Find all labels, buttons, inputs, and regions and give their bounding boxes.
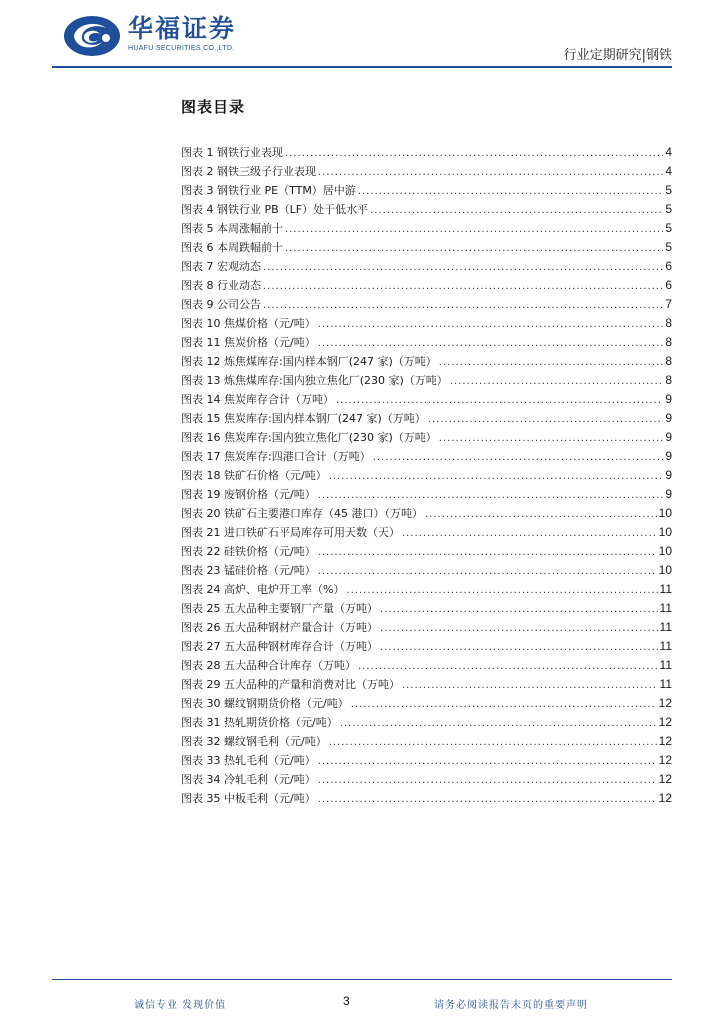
toc-entry[interactable] <box>181 143 672 162</box>
toc-entry[interactable] <box>181 675 672 694</box>
toc-entry[interactable] <box>181 694 672 713</box>
toc-leader-dots <box>373 448 664 467</box>
toc-entry-label: 图表 7 宏观动态 <box>181 260 261 273</box>
toc-entry-label: 图表 33 热轧毛利（元/吨） <box>181 754 316 767</box>
toc-leader-dots <box>370 201 663 220</box>
toc-entry[interactable] <box>181 219 672 238</box>
toc-entry[interactable] <box>181 789 672 808</box>
toc-entry-page: 12 <box>658 753 672 767</box>
toc-leader-dots <box>318 543 657 562</box>
toc-entry-page: 11 <box>659 658 672 672</box>
toc-leader-dots <box>380 600 658 619</box>
toc-entry-page: 11 <box>659 639 672 653</box>
toc-entry-page: 9 <box>665 449 672 463</box>
toc-entry[interactable] <box>181 561 672 580</box>
toc-entry-page: 11 <box>659 582 672 596</box>
toc-entry-label: 图表 16 焦炭库存:国内独立焦化厂(230 家)（万吨） <box>181 431 437 444</box>
toc-entry[interactable] <box>181 295 672 314</box>
toc-entry-page: 9 <box>665 392 672 406</box>
toc-entry-page: 6 <box>665 278 672 292</box>
toc-leader-dots <box>329 467 664 486</box>
toc-entry-page: 8 <box>665 373 672 387</box>
toc-leader-dots <box>329 733 657 752</box>
toc-leader-dots <box>439 353 664 372</box>
footer-divider <box>52 979 672 980</box>
toc-entry-page: 10 <box>658 563 672 577</box>
toc-entry-label: 图表 2 钢铁三级子行业表现 <box>181 165 316 178</box>
toc-entry-label: 图表 27 五大品种钢材库存合计（万吨） <box>181 640 378 653</box>
toc-heading: 图表目录 <box>181 98 246 116</box>
toc-entry[interactable] <box>181 599 672 618</box>
toc-entry[interactable] <box>181 580 672 599</box>
toc-entry-page: 11 <box>659 601 672 615</box>
toc-entry-page: 12 <box>658 772 672 786</box>
toc-entry[interactable] <box>181 542 672 561</box>
toc-entry[interactable] <box>181 713 672 732</box>
toc-entry-page: 12 <box>658 715 672 729</box>
toc-entry[interactable] <box>181 751 672 770</box>
toc-entry-page: 5 <box>665 221 672 235</box>
toc-leader-dots <box>285 144 663 163</box>
toc-entry[interactable] <box>181 181 672 200</box>
toc-leader-dots <box>263 296 663 315</box>
brand-name-cn: 华福证券 <box>128 14 237 43</box>
table-of-figures <box>181 143 672 808</box>
toc-leader-dots <box>351 695 657 714</box>
toc-entry[interactable] <box>181 390 672 409</box>
toc-entry-label: 图表 34 冷轧毛利（元/吨） <box>181 773 316 786</box>
toc-entry-label: 图表 23 锰硅价格（元/吨） <box>181 564 316 577</box>
toc-entry-page: 4 <box>665 145 672 159</box>
toc-entry-page: 5 <box>665 240 672 254</box>
toc-entry[interactable] <box>181 428 672 447</box>
toc-leader-dots <box>425 505 657 524</box>
toc-leader-dots <box>402 524 657 543</box>
header-divider <box>52 66 672 68</box>
toc-leader-dots <box>318 771 657 790</box>
toc-entry-page: 9 <box>665 430 672 444</box>
toc-entry-label: 图表 28 五大品种合计库存（万吨） <box>181 659 356 672</box>
toc-entry[interactable] <box>181 770 672 789</box>
toc-leader-dots <box>402 676 658 695</box>
toc-entry-label: 图表 19 废钢价格（元/吨） <box>181 488 316 501</box>
toc-entry[interactable] <box>181 447 672 466</box>
toc-entry[interactable] <box>181 466 672 485</box>
toc-entry-page: 9 <box>665 487 672 501</box>
toc-entry-label: 图表 12 炼焦煤库存:国内样本钢厂(247 家)（万吨） <box>181 355 437 368</box>
toc-leader-dots <box>380 619 658 638</box>
toc-entry-label: 图表 30 螺纹钢期货价格（元/吨） <box>181 697 349 710</box>
toc-leader-dots <box>318 486 664 505</box>
toc-entry-page: 7 <box>665 297 672 311</box>
toc-entry[interactable] <box>181 200 672 219</box>
toc-entry[interactable] <box>181 238 672 257</box>
toc-entry-label: 图表 31 热轧期货价格（元/吨） <box>181 716 338 729</box>
toc-leader-dots <box>336 391 663 410</box>
toc-leader-dots <box>318 315 664 334</box>
toc-entry-label: 图表 11 焦炭价格（元/吨） <box>181 336 316 349</box>
toc-entry-page: 8 <box>665 335 672 349</box>
toc-entry[interactable] <box>181 504 672 523</box>
toc-entry-label: 图表 3 钢铁行业 PE（TTM）居中游 <box>181 184 356 197</box>
toc-entry-page: 12 <box>658 734 672 748</box>
toc-entry[interactable] <box>181 409 672 428</box>
toc-leader-dots <box>346 581 657 600</box>
toc-entry-label: 图表 21 进口铁矿石平局库存可用天数（天） <box>181 526 400 539</box>
toc-entry-page: 8 <box>665 316 672 330</box>
huafu-logo-icon <box>62 12 122 60</box>
toc-leader-dots <box>263 258 663 277</box>
toc-entry[interactable] <box>181 656 672 675</box>
footer-disclaimer: 请务必阅读报告末页的重要声明 <box>434 1000 588 1011</box>
toc-entry-label: 图表 5 本周涨幅前十 <box>181 222 283 235</box>
toc-entry[interactable] <box>181 276 672 295</box>
toc-entry-label: 图表 35 中板毛利（元/吨） <box>181 792 316 805</box>
toc-entry-label: 图表 25 五大品种主要钢厂产量（万吨） <box>181 602 378 615</box>
toc-entry[interactable] <box>181 333 672 352</box>
toc-leader-dots <box>318 790 657 809</box>
toc-leader-dots <box>318 334 664 353</box>
toc-leader-dots <box>340 714 657 733</box>
toc-entry[interactable] <box>181 732 672 751</box>
toc-entry-label: 图表 1 钢铁行业表现 <box>181 146 283 159</box>
toc-leader-dots <box>318 752 657 771</box>
toc-entry[interactable] <box>181 371 672 390</box>
toc-entry-label: 图表 29 五大品种的产量和消费对比（万吨） <box>181 678 400 691</box>
toc-leader-dots <box>318 163 663 182</box>
toc-entry[interactable] <box>181 162 672 181</box>
toc-entry-page: 10 <box>658 525 672 539</box>
toc-entry-label: 图表 26 五大品种钢材产量合计（万吨） <box>181 621 378 634</box>
toc-entry-label: 图表 9 公司公告 <box>181 298 261 311</box>
toc-entry-page: 12 <box>658 696 672 710</box>
toc-entry-page: 8 <box>665 354 672 368</box>
toc-entry-page: 4 <box>665 164 672 178</box>
footer-slogan: 诚信专业 发现价值 <box>134 1000 227 1011</box>
toc-entry-label: 图表 24 高炉、电炉开工率（%） <box>181 583 345 596</box>
toc-entry-label: 图表 32 螺纹钢毛利（元/吨） <box>181 735 327 748</box>
page-number: 3 <box>343 994 350 1008</box>
toc-leader-dots <box>428 410 664 429</box>
toc-entry[interactable] <box>181 485 672 504</box>
toc-leader-dots <box>263 277 663 296</box>
toc-entry-label: 图表 8 行业动态 <box>181 279 261 292</box>
toc-entry[interactable] <box>181 523 672 542</box>
brand-name-en: HUAFU SECURITIES CO.,LTD. <box>128 45 235 52</box>
toc-entry-label: 图表 15 焦炭库存:国内样本钢厂(247 家)（万吨） <box>181 412 426 425</box>
toc-entry-label: 图表 22 硅铁价格（元/吨） <box>181 545 316 558</box>
page-header <box>0 0 724 70</box>
toc-entry-page: 5 <box>665 183 672 197</box>
toc-leader-dots <box>318 562 657 581</box>
toc-leader-dots <box>450 372 664 391</box>
toc-entry-label: 图表 20 铁矿石主要港口库存（45 港口）（万吨） <box>181 507 423 520</box>
toc-entry-page: 5 <box>665 202 672 216</box>
toc-entry-page: 11 <box>659 677 672 691</box>
toc-entry[interactable] <box>181 352 672 371</box>
toc-entry-page: 9 <box>665 468 672 482</box>
toc-entry[interactable] <box>181 618 672 637</box>
toc-leader-dots <box>380 638 658 657</box>
toc-leader-dots <box>285 220 663 239</box>
toc-entry-label: 图表 18 铁矿石价格（元/吨） <box>181 469 327 482</box>
toc-entry-page: 11 <box>659 620 672 634</box>
toc-entry[interactable] <box>181 257 672 276</box>
toc-entry-label: 图表 14 焦炭库存合计（万吨） <box>181 393 334 406</box>
toc-entry-page: 6 <box>665 259 672 273</box>
report-type: 行业定期研究|钢铁 <box>563 48 672 63</box>
toc-leader-dots <box>285 239 663 258</box>
toc-entry-label: 图表 17 焦炭库存:四港口合计（万吨） <box>181 450 371 463</box>
toc-entry[interactable] <box>181 314 672 333</box>
toc-entry-label: 图表 4 钢铁行业 PB（LF）处于低水平 <box>181 203 369 216</box>
toc-leader-dots <box>439 429 664 448</box>
toc-entry-label: 图表 13 炼焦煤库存:国内独立焦化厂(230 家)（万吨） <box>181 374 448 387</box>
toc-entry-page: 10 <box>658 544 672 558</box>
toc-leader-dots <box>358 657 658 676</box>
toc-entry-label: 图表 6 本周跌幅前十 <box>181 241 283 254</box>
toc-entry-page: 12 <box>658 791 672 805</box>
toc-entry[interactable] <box>181 637 672 656</box>
toc-entry-page: 10 <box>658 506 672 520</box>
toc-leader-dots <box>358 182 664 201</box>
toc-entry-label: 图表 10 焦煤价格（元/吨） <box>181 317 316 330</box>
toc-entry-page: 9 <box>665 411 672 425</box>
